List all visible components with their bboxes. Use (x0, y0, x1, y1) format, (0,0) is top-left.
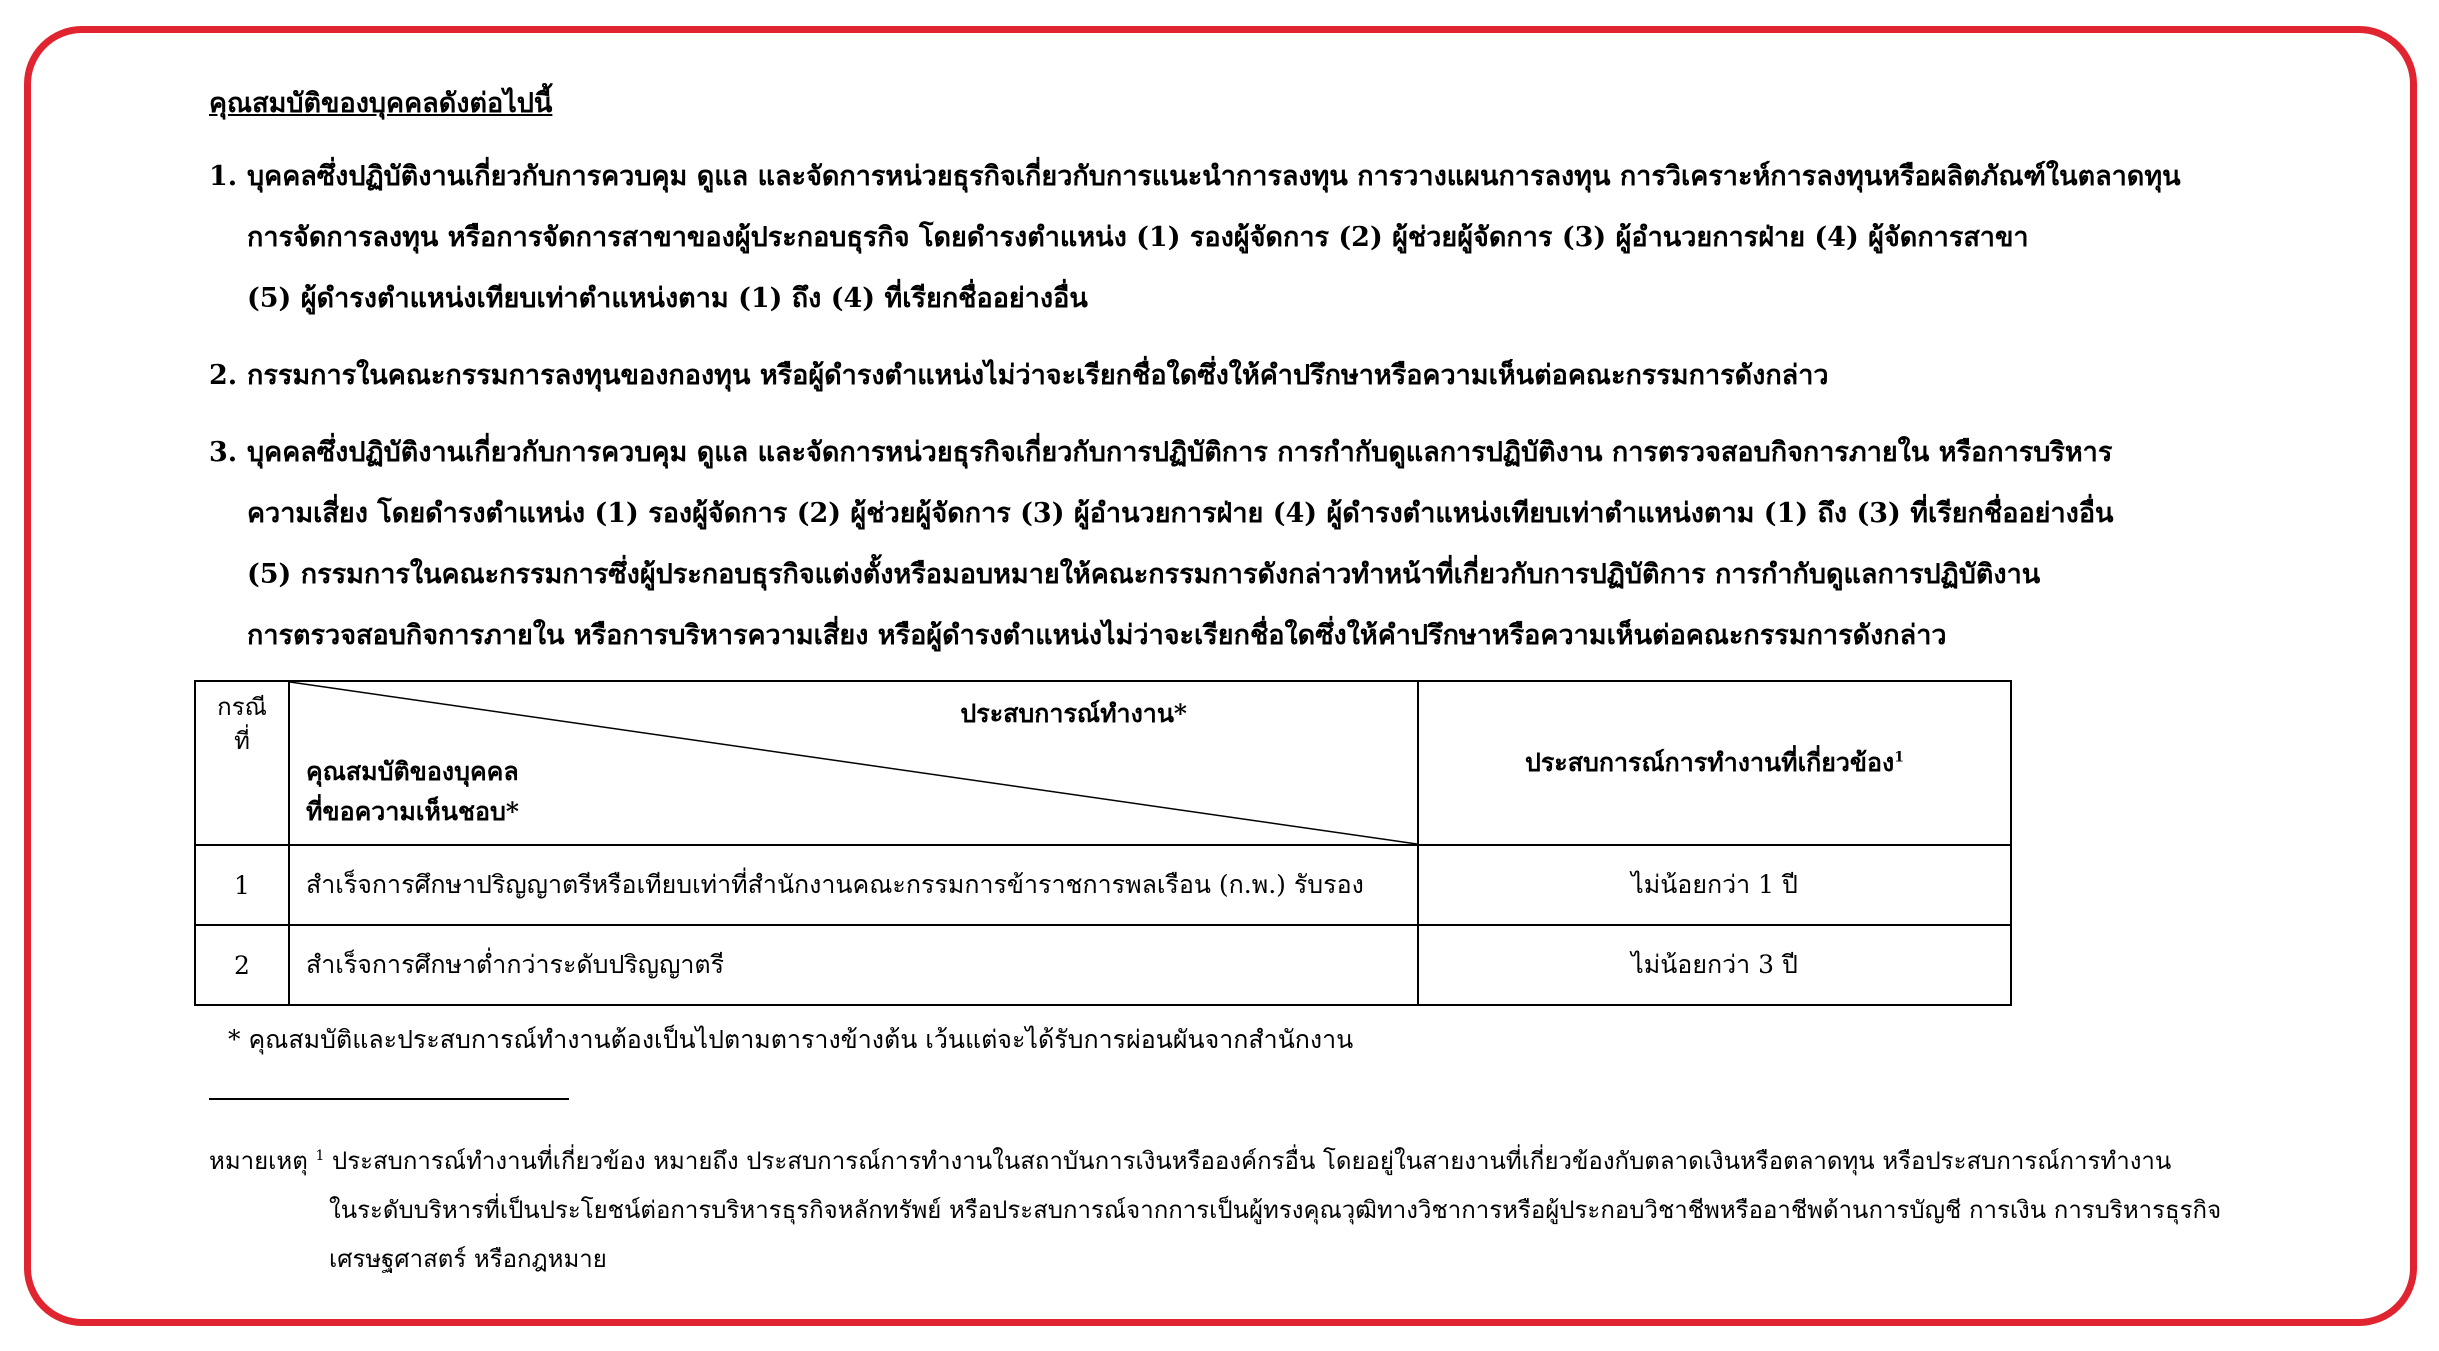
qualification-cell: สำเร็จการศึกษาต่ำกว่าระดับปริญญาตรี (289, 925, 1418, 1005)
list-item (209, 146, 2259, 329)
experience-cell: ไม่น้อยกว่า 3 ปี (1418, 925, 2011, 1005)
remark-text: ในระดับบริหารที่เป็นประโยชน์ต่อการบริหารธุรกิจหลักทรัพย์ หรือประสบการณ์จากการเป็นผู้ทรงคุณวุฒิทางวิชาการหรือผู้ประกอบวิชาชีพหรืออาชีพด้านการบัญชี การเงิน การบริหารธุรกิจ (329, 1196, 2222, 1224)
qualification-cell: สำเร็จการศึกษาปริญญาตรีหรือเทียบเท่าที่สำนักงานคณะกรรมการข้าราชการพลเรือน (ก.พ.) รับรอง (289, 845, 1418, 925)
experience-cell: ไม่น้อยกว่า 1 ปี (1418, 845, 2011, 925)
header-related-experience-label: ประสบการณ์การทำงานที่เกี่ยวข้อง (1524, 748, 1895, 777)
table-row (195, 845, 2011, 925)
remark-label: หมายเหตุ (209, 1147, 308, 1175)
remark-first-line (209, 1132, 2259, 1186)
list-item-text: (5) กรรมการในคณะกรรมการซึ่งผู้ประกอบธุรกิจแต่งตั้งหรือมอบหมายให้คณะกรรมการดังกล่าวทำหน้าที่เกี่ยวกับการปฏิบัติการ การกำกับดูแลการปฏิบัติงาน (247, 559, 2041, 590)
table-header-row (195, 681, 2011, 845)
case-number-cell: 1 (195, 845, 289, 925)
qualification-list (209, 146, 2259, 666)
header-qualification (306, 752, 519, 832)
table-footnote: * คุณสมบัติและประสบการณ์ทำงานต้องเป็นไปตามตารางข้างต้น เว้นแต่จะได้รับการผ่อนผันจากสำนักงาน (228, 1025, 1354, 1054)
case-number-cell: 2 (195, 925, 289, 1005)
list-item (209, 345, 2259, 406)
header-case-cell (195, 681, 289, 845)
list-item-text: บุคคลซึ่งปฏิบัติงานเกี่ยวกับการควบคุม ดูแล และจัดการหน่วยธุรกิจเกี่ยวกับการแนะนำการลงทุน การวางแผนการลงทุน การวิเคราะห์การลงทุนหรือผลิตภัณฑ์ในตลาดทุน (247, 161, 2181, 192)
header-diagonal-cell (289, 681, 1418, 845)
header-related-experience (1418, 681, 2011, 845)
list-item-text: กรรมการในคณะกรรมการลงทุนของกองทุน หรือผู้ดำรงตำแหน่งไม่ว่าจะเรียกชื่อใดซึ่งให้คำปรึกษาหรือความเห็นต่อคณะกรรมการดังกล่าว (247, 360, 1829, 391)
header-qualification-line: คุณสมบัติของบุคคล (306, 757, 519, 786)
remark-text: เศรษฐศาสตร์ หรือกฎหมาย (329, 1245, 607, 1273)
header-work-experience: ประสบการณ์ทำงาน* (960, 699, 1187, 728)
list-item (209, 422, 2259, 666)
header-qualification-line: ที่ขอความเห็นชอบ* (306, 797, 519, 826)
list-item-number: 2. (209, 360, 238, 391)
remark-block (209, 1132, 2259, 1284)
list-item-text: ความเสี่ยง โดยดำรงตำแหน่ง (1) รองผู้จัดการ (2) ผู้ช่วยผู้จัดการ (3) ผู้อำนวยการฝ่าย (4) ผู้ดำรงตำแหน่งเทียบเท่าตำแหน่งตาม (1) ถึง (3) ที่เรียกชื่ออย่างอื่น (247, 498, 2114, 529)
experience-table (194, 680, 2012, 1006)
list-item-number: 3. (209, 437, 238, 468)
list-item-text: (5) ผู้ดำรงตำแหน่งเทียบเท่าตำแหน่งตาม (1) ถึง (4) ที่เรียกชื่ออย่างอื่น (247, 283, 1088, 314)
remark-marker: 1 (315, 1148, 325, 1164)
footnote-marker: 1 (1894, 749, 1904, 766)
list-item-text: บุคคลซึ่งปฏิบัติงานเกี่ยวกับการควบคุม ดูแล และจัดการหน่วยธุรกิจเกี่ยวกับการปฏิบัติการ การกำกับดูแลการปฏิบัติงาน การตรวจสอบกิจการภายใน หรือการบริหาร (247, 437, 2113, 468)
document-content (209, 84, 2259, 682)
remark-text: ประสบการณ์ทำงานที่เกี่ยวข้อง หมายถึง ประสบการณ์การทำงานในสถาบันการเงินหรือองค์กรอื่น โดยอยู่ในสายงานที่เกี่ยวข้องกับตลาดเงินหรือตลาดทุน หรือประสบการณ์การทำงาน (332, 1147, 2172, 1175)
header-case-label: ที่ (234, 727, 250, 755)
list-item-text: การจัดการลงทุน หรือการจัดการสาขาของผู้ประกอบธุรกิจ โดยดำรงตำแหน่ง (1) รองผู้จัดการ (2) ผู้ช่วยผู้จัดการ (3) ผู้อำนวยการฝ่าย (4) ผู้จัดการสาขา (247, 222, 2029, 253)
list-item-text: การตรวจสอบกิจการภายใน หรือการบริหารความเสี่ยง หรือผู้ดำรงตำแหน่งไม่ว่าจะเรียกชื่อใดซึ่งให้คำปรึกษาหรือความเห็นต่อคณะกรรมการดังกล่าว (247, 620, 1947, 651)
section-heading: คุณสมบัติของบุคคลดังต่อไปนี้ (209, 88, 553, 119)
header-case-label: กรณี (217, 693, 267, 721)
footnote-divider (209, 1098, 569, 1100)
list-item-number: 1. (209, 161, 238, 192)
table-row (195, 925, 2011, 1005)
